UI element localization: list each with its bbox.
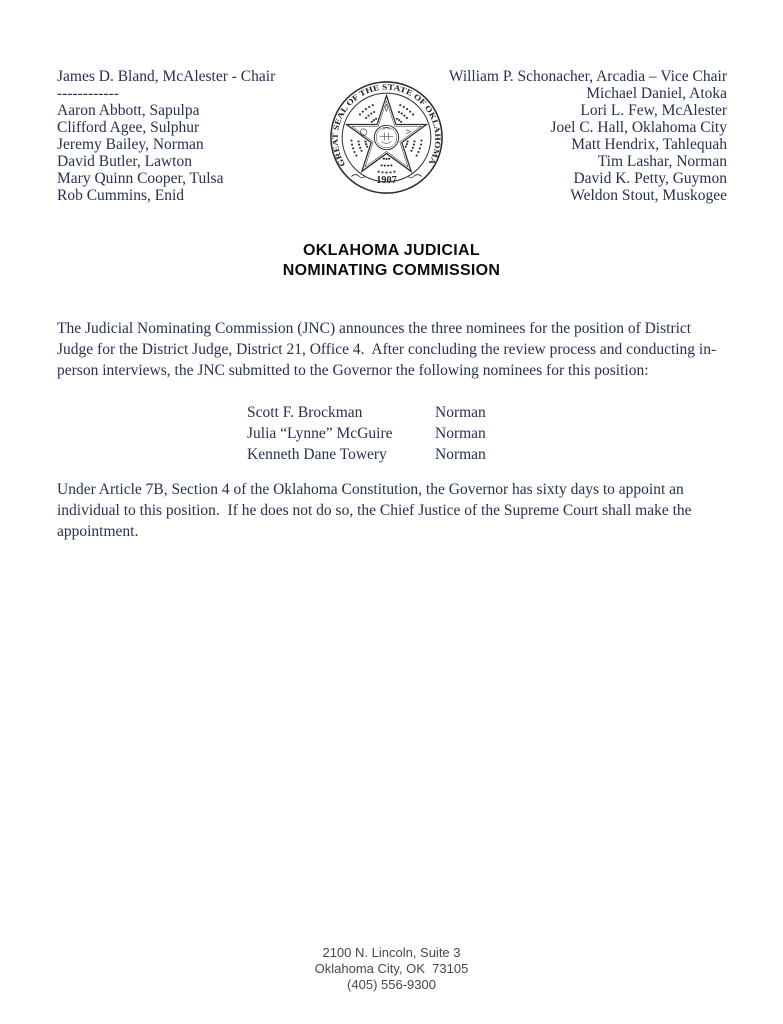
member-line: David Butler, Lawton <box>57 153 192 170</box>
seal-center-medallion-icon <box>375 125 399 149</box>
paragraph-line: Under Article 7B, Section 4 of the Oklahoma Constitution, the Governor has sixty days to appoint an <box>57 481 684 498</box>
member-line: William P. Schonacher, Arcadia – Vice Chair <box>448 68 727 85</box>
nominee-name: Scott F. Brockman <box>247 404 363 421</box>
member-line: Weldon Stout, Muskogee <box>570 187 727 204</box>
seal-year: 1907 <box>376 174 398 186</box>
document-title <box>0 241 783 281</box>
member-line: Joel C. Hall, Oklahoma City <box>550 119 727 136</box>
footer-phone: (405) 556-9300 <box>347 977 436 992</box>
nominee-name: Julia “Lynne” McGuire <box>247 425 393 442</box>
contact-footer <box>0 945 783 993</box>
oklahoma-state-seal-icon <box>328 78 445 197</box>
seal-ring-text: GREAT SEAL OF THE STATE OF OKLAHOMA <box>330 82 443 169</box>
nominee-city: Norman <box>435 446 486 463</box>
nominee-row <box>57 444 486 465</box>
nominee-list <box>57 402 486 465</box>
member-line: David K. Petty, Guymon <box>573 170 727 187</box>
document-title-line1: OKLAHOMA JUDICIAL <box>303 242 480 259</box>
nominee-city: Norman <box>435 404 486 421</box>
nominee-city: Norman <box>435 425 486 442</box>
member-line: Clifford Agee, Sulphur <box>57 119 200 136</box>
member-line: Lori L. Few, McAlester <box>580 102 727 119</box>
commission-members-left-column <box>57 68 325 204</box>
nominee-name: Kenneth Dane Towery <box>247 446 387 463</box>
nominee-row <box>57 423 486 444</box>
member-line: Mary Quinn Cooper, Tulsa <box>57 170 224 187</box>
document-title-line2: NOMINATING COMMISSION <box>282 262 501 279</box>
member-separator-dashes: ------------ <box>57 85 119 102</box>
letterhead <box>57 68 727 204</box>
footer-address-line2: Oklahoma City, OK 73105 <box>314 961 469 976</box>
paragraph-line: appointment. <box>57 523 139 540</box>
nominee-row <box>57 402 486 423</box>
paragraph-line: The Judicial Nominating Commission (JNC) announces the three nominees for the position of District <box>57 320 692 337</box>
member-line: Tim Lashar, Norman <box>597 153 727 170</box>
announcement-paragraph <box>57 318 716 381</box>
paragraph-line: individual to this position. If he does not do so, the Chief Justice of the Supreme Court shall make the <box>57 502 692 519</box>
paragraph-line: person interviews, the JNC submitted to the Governor the following nominees for this position: <box>57 362 649 379</box>
seal-container <box>325 78 449 197</box>
member-line: James D. Bland, McAlester - Chair <box>57 68 276 85</box>
commission-members-right-column <box>449 68 727 204</box>
member-line: Matt Hendrix, Tahlequah <box>571 136 727 153</box>
member-line: Rob Cummins, Enid <box>57 187 185 204</box>
member-line: Jeremy Bailey, Norman <box>57 136 204 153</box>
appointment-paragraph <box>57 479 692 542</box>
footer-address-line1: 2100 N. Lincoln, Suite 3 <box>322 945 461 960</box>
member-line: Aaron Abbott, Sapulpa <box>57 102 200 119</box>
member-line: Michael Daniel, Atoka <box>586 85 727 102</box>
paragraph-line: Judge for the District Judge, District 21, Office 4. After concluding the review process and conducting in- <box>57 341 717 358</box>
